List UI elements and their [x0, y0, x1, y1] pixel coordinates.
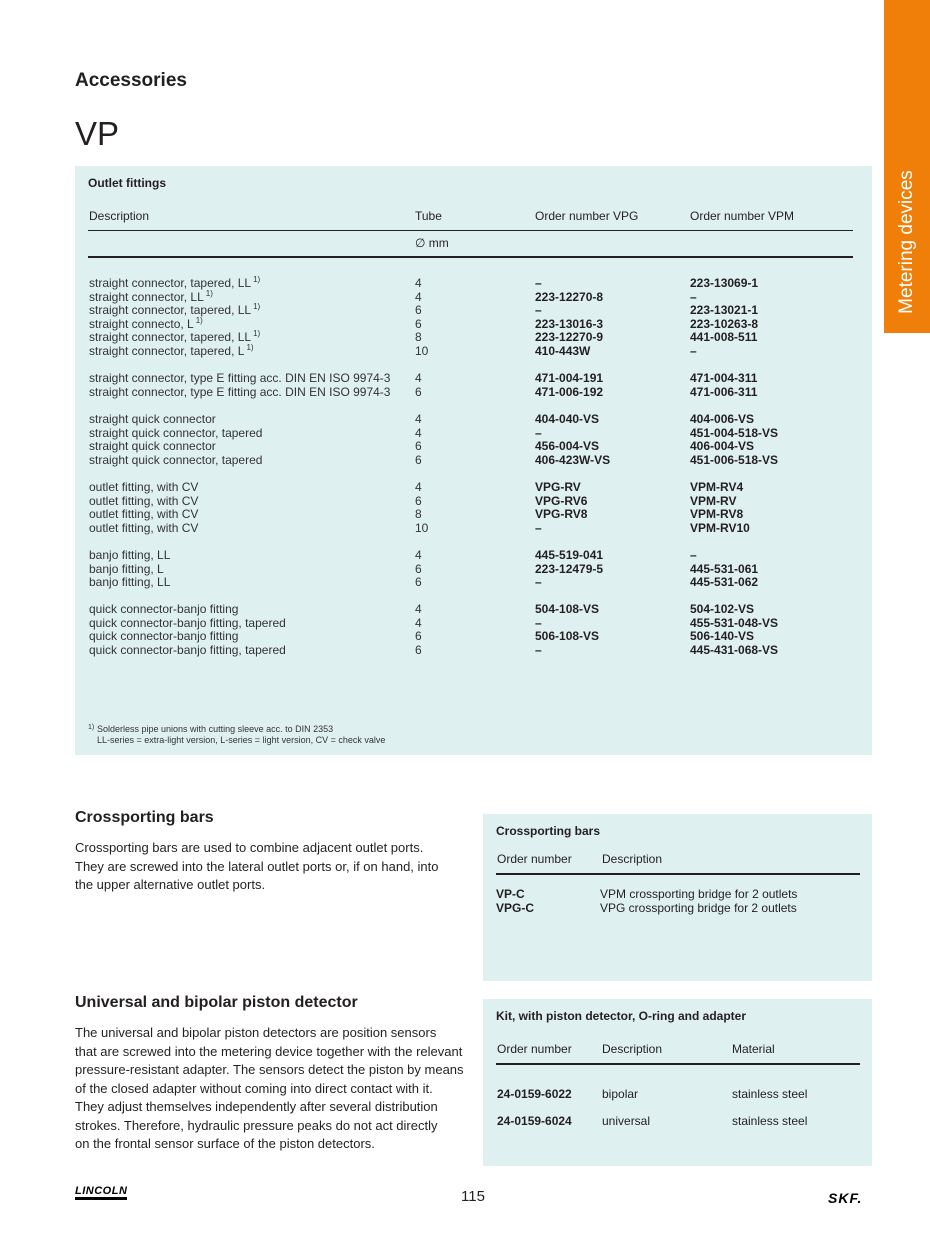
table-row: [89, 617, 869, 631]
row-description: [89, 331, 260, 345]
row-tube: 4: [415, 615, 422, 630]
row-order-vpg: VPG-RV8: [535, 507, 588, 522]
row-description: [89, 277, 260, 291]
row-description-text: quick connector-banjo fitting: [89, 602, 239, 616]
row-description-text: quick connector-banjo fitting, tapered: [89, 615, 286, 630]
row-group: [89, 372, 869, 399]
footnote-ref: 1): [246, 342, 254, 352]
row-description: [89, 342, 254, 359]
table-row: [89, 304, 869, 318]
material: stainless steel: [732, 1087, 808, 1101]
row-order-vpg: –: [535, 425, 542, 440]
table-row: [89, 495, 869, 509]
detector-kit-panel: [483, 999, 872, 1166]
row-order-vpg: –: [535, 520, 542, 535]
footnote-ref: 1): [195, 315, 203, 325]
order-number: 24-0159-6022: [497, 1087, 572, 1101]
row-description-text: quick connector-banjo fitting, tapered: [89, 642, 286, 657]
row-tube: 6: [415, 642, 422, 657]
row-tube: 6: [415, 561, 422, 576]
row-order-vpg: –: [535, 615, 542, 630]
table-row: [89, 427, 869, 441]
footnote-line-1: Solderless pipe unions with cutting sleeve acc. to DIN 2353: [97, 724, 334, 734]
row-order-vpm: 445-531-061: [690, 561, 759, 576]
footnote-mark: 1): [88, 724, 95, 731]
crossporting-text-line: the upper alternative outlet ports.: [75, 877, 266, 892]
detector-text-line: strokes. Therefore, hydraulic pressure peaks do not act directly: [75, 1117, 438, 1133]
col-header-description: Description: [602, 852, 663, 866]
row-description-text: straight connector, type E fitting acc. DIN EN ISO 9974-3: [89, 371, 391, 385]
row-tube: 4: [415, 425, 422, 440]
row-description-text: straight quick connector: [89, 412, 216, 426]
row-order-vpm: –: [690, 343, 697, 358]
row-tube: 6: [415, 384, 422, 399]
table-row: [89, 386, 869, 400]
row-tube: 10: [415, 343, 429, 358]
row-group: [89, 277, 869, 359]
row-order-vpg: 223-12270-9: [535, 330, 604, 345]
detector-text-line: pressure-resistant adapter. The sensors detect the piston by means: [75, 1062, 464, 1077]
header-rule-thick: [88, 256, 853, 258]
row-description-text: banjo fitting, LL: [89, 575, 171, 590]
row-order-vpm: 223-13069-1: [690, 276, 759, 290]
row-description: [89, 508, 198, 522]
row-description-text: straight connector, tapered, LL: [89, 303, 252, 318]
detector-text: [75, 1024, 475, 1154]
row-order-vpg: 504-108-VS: [535, 602, 600, 616]
row-description: [89, 427, 262, 441]
row-order-vpm: 404-006-VS: [690, 412, 755, 426]
tube-unit: ∅ mm: [415, 236, 449, 250]
header-rule: [496, 873, 860, 875]
table-row: [89, 372, 869, 386]
table-row: [89, 454, 869, 468]
row-group: [89, 549, 869, 590]
row-order-vpm: 441-008-511: [690, 330, 758, 345]
row-tube: 4: [415, 602, 422, 616]
row-group: [89, 481, 869, 535]
row-description-text: straight quick connector: [89, 439, 216, 454]
row-tube: 6: [415, 303, 422, 318]
crossporting-text: [75, 839, 475, 895]
row-order-vpg: 404-040-VS: [535, 412, 600, 426]
row-order-vpm: 506-140-VS: [690, 629, 755, 644]
row-description-text: outlet fitting, with CV: [89, 520, 199, 535]
row-description-text: straight quick connector, tapered: [89, 452, 263, 467]
row-order-vpg: 471-006-192: [535, 384, 604, 399]
row-tube: 6: [415, 316, 422, 331]
row-tube: 4: [415, 289, 422, 304]
section-tab-label: Metering devices: [896, 170, 917, 314]
order-number: 24-0159-6024: [497, 1114, 572, 1128]
detector-text-line: The universal and bipolar piston detectors are position sensors: [75, 1025, 437, 1040]
table-row: [89, 508, 869, 522]
col-header-material: Material: [732, 1042, 775, 1056]
row-description: [89, 454, 262, 468]
row-tube: 4: [415, 548, 422, 562]
description: VPG crossporting bridge for 2 outlets: [600, 901, 797, 915]
row-tube: 10: [415, 520, 429, 535]
row-description-text: straight connector, tapered, L: [89, 343, 245, 358]
row-description: [89, 495, 198, 509]
row-order-vpm: 455-531-048-VS: [690, 615, 779, 630]
row-order-vpm: 445-431-068-VS: [690, 642, 779, 657]
crossporting-heading: Crossporting bars: [75, 809, 214, 826]
row-order-vpm: 451-006-518-VS: [690, 452, 779, 467]
footnote-ref: 1): [253, 329, 261, 339]
order-number: VPG-C: [496, 901, 535, 915]
table-row: [89, 576, 869, 590]
table-row: [89, 522, 869, 536]
row-order-vpm: 406-004-VS: [690, 439, 755, 454]
detector-heading: Universal and bipolar piston detector: [75, 994, 358, 1011]
row-order-vpm: 471-004-311: [690, 371, 758, 385]
col-header-vpm: Order number VPM: [690, 209, 795, 223]
row-order-vpg: 445-519-041: [535, 548, 604, 562]
footnote-ref: 1): [253, 275, 261, 284]
table-row: [89, 481, 869, 495]
row-description-text: straight connector, type E fitting acc. DIN EN ISO 9974-3: [89, 384, 391, 399]
row-tube: 8: [415, 330, 422, 345]
row-description-text: straight connector, tapered, LL: [89, 276, 252, 290]
crossporting-table-title: Crossporting bars: [496, 824, 601, 838]
kit-table-title: Kit, with piston detector, O-ring and adapter: [496, 1009, 747, 1023]
row-description: [89, 413, 216, 427]
row-description: [89, 617, 286, 631]
row-order-vpm: –: [690, 548, 697, 562]
footnote: [88, 724, 385, 746]
row-order-vpg: 223-12479-5: [535, 561, 604, 576]
lincoln-logo: LINCOLN: [75, 1186, 127, 1200]
row-description-text: outlet fitting, with CV: [89, 493, 199, 508]
outlet-fittings-panel: [75, 166, 872, 755]
row-order-vpm: 451-004-518-VS: [690, 425, 779, 440]
row-order-vpg: 223-12270-8: [535, 289, 604, 304]
row-order-vpg: –: [535, 303, 542, 318]
row-tube: 8: [415, 507, 422, 522]
row-order-vpg: –: [535, 276, 542, 290]
row-group: [89, 603, 869, 657]
order-number: VP-C: [496, 887, 525, 901]
row-description-text: quick connector-banjo fitting: [89, 629, 239, 644]
row-tube: 4: [415, 480, 422, 494]
crossporting-text-line: Crossporting bars are used to combine adjacent outlet ports.: [75, 840, 424, 855]
row-description-text: outlet fitting, with CV: [89, 507, 199, 522]
row-description: [89, 576, 170, 590]
row-order-vpm: 445-531-062: [690, 575, 759, 590]
row-tube: 4: [415, 412, 422, 426]
detector-text-line: of the closed adapter without coming into direct contact with it.: [75, 1080, 433, 1096]
row-tube: 6: [415, 629, 422, 644]
row-tube: 4: [415, 371, 422, 385]
row-description: [89, 372, 390, 386]
row-tube: 6: [415, 452, 422, 467]
description: VPM crossporting bridge for 2 outlets: [600, 887, 798, 901]
row-order-vpm: 223-13021-1: [690, 303, 759, 318]
row-description: [89, 603, 238, 617]
row-order-vpg: –: [535, 642, 542, 657]
row-order-vpg: 410-443W: [535, 343, 591, 358]
skf-logo: SKF.: [828, 1190, 863, 1206]
row-order-vpm: 223-10263-8: [690, 316, 759, 331]
section-label: Accessories: [75, 70, 187, 91]
row-order-vpm: 471-006-311: [690, 384, 758, 399]
page-title: VP: [75, 115, 120, 152]
row-description-text: banjo fitting, LL: [89, 548, 171, 562]
table-row: [89, 342, 869, 359]
col-header-vpg: Order number VPG: [535, 209, 639, 223]
table-row: [89, 440, 869, 454]
header-rule: [496, 1063, 860, 1065]
row-order-vpg: –: [535, 575, 542, 590]
row-description: [89, 481, 198, 495]
description: bipolar: [602, 1087, 639, 1101]
row-order-vpg: 471-004-191: [535, 371, 604, 385]
row-description-text: straight connector, LL: [89, 289, 204, 304]
footnote-ref: 1): [253, 302, 261, 312]
row-tube: 6: [415, 439, 422, 454]
row-order-vpm: 504-102-VS: [690, 602, 755, 616]
row-order-vpm: VPM-RV10: [690, 520, 750, 535]
outlet-fittings-title: Outlet fittings: [88, 176, 166, 190]
row-order-vpg: 406-423W-VS: [535, 452, 611, 467]
crossporting-panel: [483, 814, 872, 981]
row-order-vpm: VPM-RV8: [690, 507, 744, 522]
material: stainless steel: [732, 1114, 808, 1128]
table-row: [89, 644, 869, 658]
table-row: [89, 331, 869, 345]
col-header-order-number: Order number: [497, 1042, 572, 1056]
row-description: [89, 644, 286, 658]
row-order-vpg: VPG-RV: [535, 480, 581, 494]
table-row: [89, 563, 869, 577]
row-description: [89, 386, 390, 400]
row-description: [89, 522, 198, 536]
col-header-description: Description: [602, 1042, 663, 1056]
description: universal: [602, 1114, 651, 1128]
table-row: [89, 630, 869, 644]
header-rule: [88, 230, 853, 231]
table-row: [89, 603, 869, 617]
crossporting-text-line: They are screwed into the lateral outlet ports or, if on hand, into: [75, 858, 439, 874]
row-description: [89, 549, 170, 563]
row-order-vpg: 506-108-VS: [535, 629, 600, 644]
detector-text-line: They adjust themselves independently after several distribution: [75, 1099, 438, 1114]
row-description-text: banjo fitting, L: [89, 561, 164, 576]
detector-text-line: that are screwed into the metering device together with the relevant: [75, 1043, 463, 1059]
row-description-text: straight quick connector, tapered: [89, 425, 263, 440]
row-order-vpg: 456-004-VS: [535, 439, 600, 454]
row-order-vpg: 223-13016-3: [535, 316, 604, 331]
row-description-text: straight connecto, L: [89, 316, 194, 331]
row-tube: 4: [415, 276, 422, 290]
footnote-line-2: LL-series = extra-light version, L-series = light version, CV = check valve: [97, 735, 386, 745]
row-tube: 6: [415, 575, 422, 590]
row-group: [89, 413, 869, 467]
row-description: [89, 440, 216, 454]
row-order-vpm: VPM-RV: [690, 493, 737, 508]
row-description: [89, 304, 260, 318]
col-header-order-number: Order number: [497, 852, 572, 866]
table-row: [89, 549, 869, 563]
section-tab: [884, 0, 930, 333]
row-description: [89, 630, 238, 644]
footnote-ref: 1): [205, 288, 213, 298]
row-description-text: straight connector, tapered, LL: [89, 330, 252, 345]
detector-text-line: on the frontal sensor surface of the piston detectors.: [75, 1136, 375, 1151]
page-number: 115: [461, 1188, 485, 1205]
col-header-description: Description: [89, 209, 150, 223]
row-order-vpm: –: [690, 289, 697, 304]
row-description: [89, 563, 164, 577]
table-row: [89, 413, 869, 427]
row-order-vpg: VPG-RV6: [535, 493, 588, 508]
col-header-tube: Tube: [415, 209, 442, 223]
row-tube: 6: [415, 493, 422, 508]
row-description-text: outlet fitting, with CV: [89, 480, 199, 494]
row-order-vpm: VPM-RV4: [690, 480, 744, 494]
